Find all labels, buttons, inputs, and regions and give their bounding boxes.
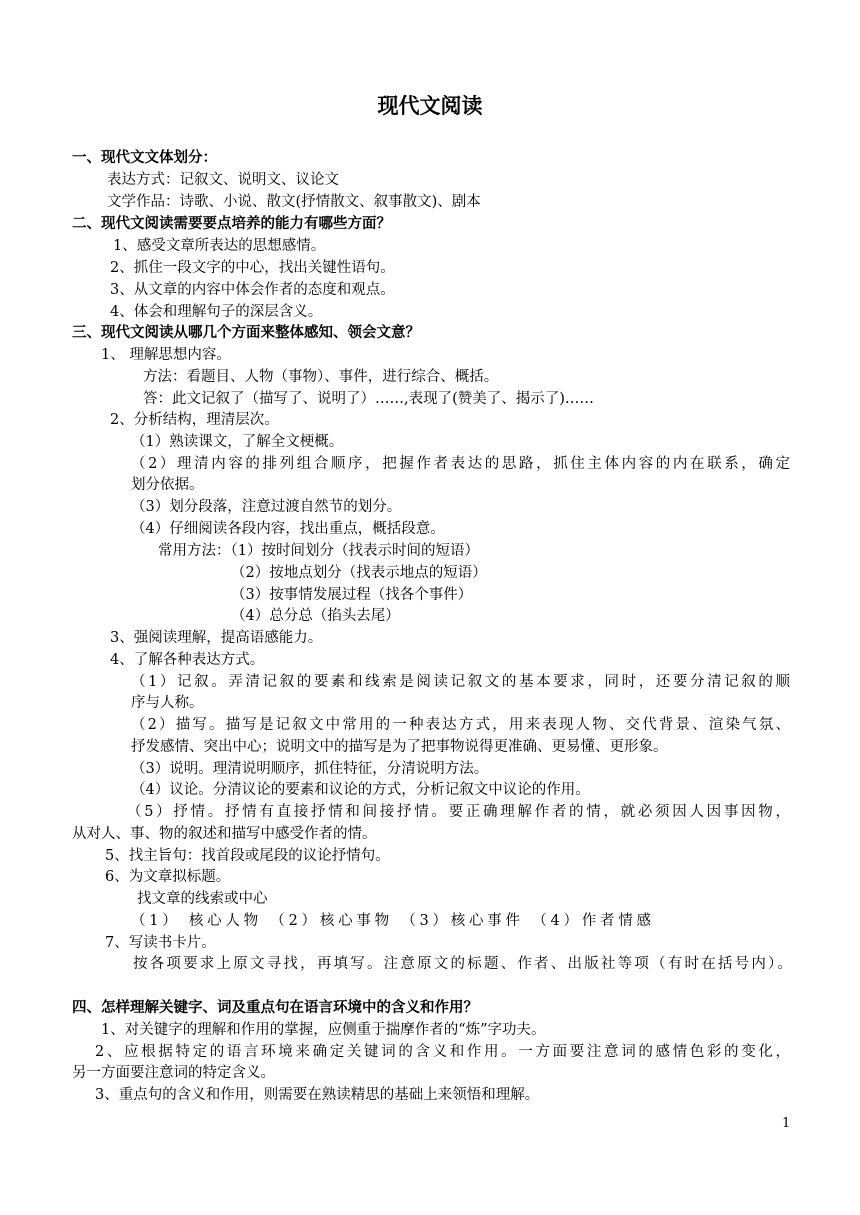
- text-line: （4）议论。分清议论的要素和议论的方式，分析记叙文中议论的作用。: [131, 782, 590, 798]
- text-line: 答：此文记叙了（描写了、说明了）……,表现了(赞美了、揭示了)……: [143, 391, 594, 407]
- text-line: 划分依据。: [131, 477, 204, 493]
- text-line: 方法：看题目、人物（事物）、事件，进行综合、概括。: [143, 369, 499, 385]
- text-line: 2、抓住一段文字的中心，找出关键性语句。: [110, 260, 395, 276]
- text-line: 2、分析结构，理清层次。: [110, 412, 279, 428]
- text-line: 2、应根据特定的语言环境来确定关键词的含义和作用。一方面要注意词的感情色彩的变化，: [95, 1044, 790, 1060]
- text-line: 3、重点句的含义和作用，则需要在熟读精思的基础上来领悟和理解。: [95, 1087, 540, 1103]
- text-line: （3）说明。理清说明顺序，抓住特征，分清说明方法。: [131, 761, 489, 777]
- text-line: （3）按事情发展过程（找各个事件）: [231, 587, 473, 603]
- text-line: 1、 理解思想内容。: [101, 347, 231, 363]
- text-line: 从对人、事、物的叙述和描写中感受作者的情。: [72, 826, 377, 842]
- text-line: 4、体会和理解句子的深层含义。: [110, 304, 323, 320]
- text-line: 按各项要求上原文寻找，再填写。注意原文的标题、作者、出版社等项（有时在括号内）。: [133, 956, 792, 972]
- text-line: （2）描写。描写是记叙文中常用的一种表达方式，用来表现人物、交代背景、渲染气氛、: [131, 717, 790, 733]
- text-line: 序与人称。: [131, 695, 204, 711]
- text-line: （3）划分段落，注意过渡自然节的划分。: [131, 499, 402, 515]
- section-heading: 三、现代文阅读从哪几个方面来整体感知、领会文意？: [72, 325, 420, 341]
- text-line: 常用方法：（1）按时间划分（找表示时间的短语）: [158, 543, 479, 559]
- text-line: 抒发感情、突出中心；说明文中的描写是为了把事物说得更准确、更易懂、更形象。: [131, 739, 668, 755]
- text-line: （5）抒情。抒情有直接抒情和间接抒情。要正确理解作者的情，就必须因人因事因物，: [127, 804, 790, 820]
- text-line: （4）仔细阅读各段内容，找出重点，概括段意。: [131, 521, 445, 537]
- text-line: （1） 核心人物 （2）核心事物 （3）核心事件 （4）作者情感: [131, 913, 651, 929]
- text-line: 3、强阅读理解，提高语感能力。: [110, 630, 323, 646]
- text-line: 1、感受文章所表达的思想感情。: [113, 238, 326, 254]
- text-line: 找文章的线索或中心: [137, 891, 268, 907]
- text-line: 文学作品：诗歌、小说、散文(抒情散文、叙事散文)、剧本: [107, 194, 481, 210]
- text-line: 3、从文章的内容中体会作者的态度和观点。: [110, 282, 395, 298]
- text-line: 6、为文章拟标题。: [105, 869, 231, 885]
- text-line: （2）理清内容的排列组合顺序，把握作者表达的思路，抓住主体内容的内在联系，确定: [131, 456, 790, 472]
- text-line: 另一方面要注意词的特定含义。: [72, 1065, 275, 1081]
- text-line: 4、了解各种表达方式。: [110, 652, 265, 668]
- text-line: 7、写读书卡片。: [105, 935, 216, 951]
- text-line: 1、对关键字的理解和作用的掌握，应侧重于揣摩作者的“炼”字功夫。: [101, 1022, 546, 1038]
- text-line: （2）按地点划分（找表示地点的短语）: [231, 565, 487, 581]
- text-line: （1）记叙。弄清记叙的要素和线索是阅读记叙文的基本要求，同时，还要分清记叙的顺: [131, 674, 790, 690]
- page-number: 1: [782, 1116, 791, 1131]
- page-title: 现代文阅读: [377, 94, 483, 118]
- text-line: 表达方式：记叙文、说明文、议论文: [107, 172, 339, 188]
- section-heading: 四、怎样理解关键字、词及重点句在语言环境中的含义和作用？: [72, 1000, 478, 1016]
- section-heading: 一、现代文文体划分：: [72, 150, 217, 166]
- section-heading: 二、现代文阅读需要要点培养的能力有哪些方面？: [72, 216, 391, 232]
- text-line: （1）熟读课文，了解全文梗概。: [131, 434, 344, 450]
- text-line: （4）总分总（掐头去尾）: [231, 608, 400, 624]
- text-line: 5、找主旨句：找首段或尾段的议论抒情句。: [105, 848, 390, 864]
